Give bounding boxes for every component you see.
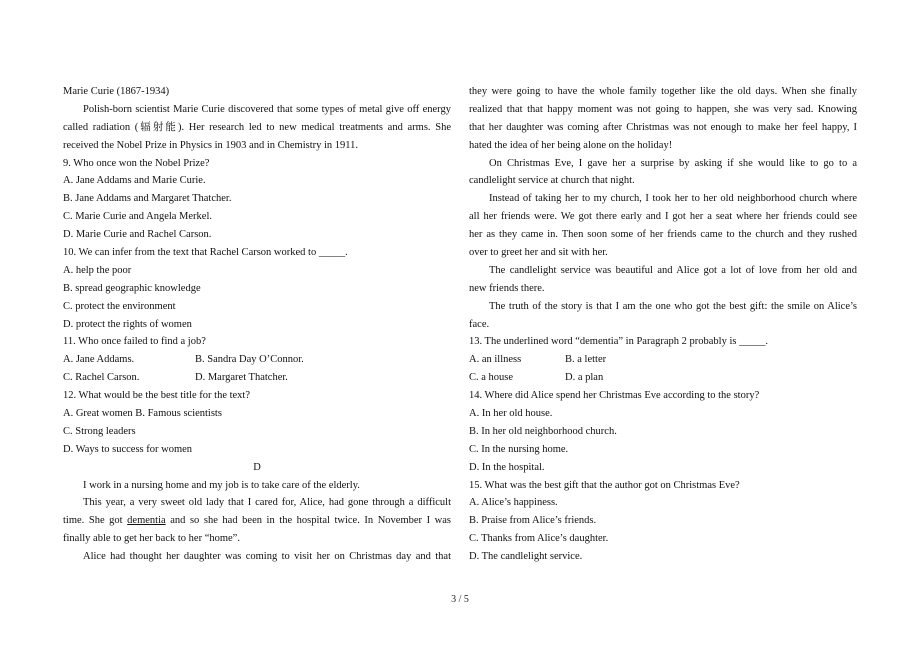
paragraph-5-line: her as they came in. Then soon some of her friends came to the church and they rushed (469, 229, 857, 241)
q11-option-a: A. Jane Addams. (63, 354, 135, 366)
q9-option-b: B. Jane Addams and Margaret Thatcher. (63, 193, 232, 205)
passage-d-paragraph-3-line: Alice had thought her daughter was coming to visit her on Christmas day and that (83, 551, 451, 563)
q9-option-c: C. Marie Curie and Angela Merkel. (63, 211, 212, 223)
question-15: 15. What was the best gift that the author got on Christmas Eve? (469, 479, 740, 491)
q11-options-row (63, 351, 451, 369)
q12-option-d: D. Ways to success for women (63, 443, 193, 455)
paragraph-7-line: face. (469, 318, 490, 330)
question-14: 14. Where did Alice spend her Christmas Eve according to the story? (469, 390, 760, 402)
curie-paragraph-line: received the Nobel Prize in Physics in 1903 and in Chemistry in 1911. (63, 139, 359, 151)
q11-option-c: C. Rachel Carson. (63, 372, 140, 384)
q15-option-c: C. Thanks from Alice’s daughter. (469, 533, 609, 545)
q10-option-b: B. spread geographic knowledge (63, 282, 201, 294)
curie-paragraph-line: Polish-born scientist Marie Curie discovered that some types of metal give off energy (83, 103, 451, 115)
paragraph-5-line: all her friends were. We got there early and I got her a seat where her friends could see (469, 211, 857, 223)
q9-option-a: A. Jane Addams and Marie Curie. (63, 175, 206, 187)
q10-option-a: A. help the poor (63, 264, 132, 276)
paragraph-3-line: that her daughter was coming after Christmas was not enough to make her feel happy, I (469, 121, 857, 133)
passage-d-paragraph-1: I work in a nursing home and my job is to take care of the elderly. (83, 479, 360, 491)
q14-option-a: A. In her old house. (469, 408, 553, 420)
q12-option-a-b: A. Great women B. Famous scientists (63, 408, 222, 420)
right-column (469, 83, 857, 566)
q9-option-d: D. Marie Curie and Rachel Carson. (63, 229, 212, 241)
paragraph-5-line: Instead of taking her to my church, I took her to her old neighborhood church where (489, 193, 857, 205)
q15-option-b: B. Praise from Alice’s friends. (469, 515, 597, 527)
question-11: 11. Who once failed to find a job? (63, 336, 206, 348)
question-9: 9. Who once won the Nobel Prize? (63, 157, 210, 169)
q14-option-c: C. In the nursing home. (469, 443, 569, 455)
q13-option-c: C. a house (469, 372, 514, 384)
paragraph-6-line: new friends there. (469, 282, 545, 294)
section-d-heading: D (253, 461, 261, 473)
curie-heading: Marie Curie (1867-1934) (63, 86, 170, 97)
left-column (63, 83, 451, 566)
q10-option-d: D. protect the rights of women (63, 318, 192, 330)
passage-d-paragraph-2-line (63, 512, 451, 530)
q13-options-row (469, 369, 857, 387)
paragraph-7-line: The truth of the story is that I am the one who got the best gift: the smile on Alice’s (489, 300, 857, 312)
q14-option-b: B. In her old neighborhood church. (469, 425, 617, 437)
passage-d-paragraph-2-line: finally able to get her back to her “home”. (63, 533, 240, 545)
paragraph-6-line: The candlelight service was beautiful and Alice got a lot of love from her old and (489, 264, 857, 276)
q13-options-row (469, 351, 857, 369)
q11-options-row (63, 369, 451, 387)
paragraph-4-line: On Christmas Eve, I gave her a surprise by asking if she would like to go to a (489, 157, 857, 169)
question-13: 13. The underlined word “dementia” in Paragraph 2 probably is _____. (469, 336, 768, 348)
q12-option-c: C. Strong leaders (63, 425, 136, 437)
paragraph-3-line: hated the idea of her being alone on the holiday! (469, 139, 673, 151)
q11-option-b: B. Sandra Day O’Connor. (195, 354, 304, 366)
p2-text-before: time. She got (63, 515, 123, 527)
question-10: 10. We can infer from the text that Rachel Carson worked to _____. (63, 247, 348, 259)
paragraph-3-line: realized that that happy moment was not going to happen, she was very sad. Knowing (469, 103, 857, 115)
question-12: 12. What would be the best title for the text? (63, 390, 251, 402)
paragraph-4-line: candlelight service at church that night. (469, 175, 635, 187)
passage-d-paragraph-2-line: This year, a very sweet old lady that I cared for, Alice, had gone through a difficult (83, 497, 451, 509)
q11-option-d: D. Margaret Thatcher. (195, 372, 288, 384)
q13-option-b: B. a letter (565, 354, 607, 366)
q13-option-a: A. an illness (469, 354, 522, 366)
underlined-word-dementia: dementia (127, 515, 166, 527)
p2-text-after: and so she had been in the hospital twice. In November I was (170, 515, 451, 527)
page-number: 3 / 5 (451, 594, 469, 605)
q15-option-d: D. The candlelight service. (469, 551, 583, 563)
q13-option-d: D. a plan (565, 372, 604, 384)
q10-option-c: C. protect the environment (63, 300, 176, 312)
paragraph-5-line: over to greet her and sit with her. (469, 247, 608, 259)
paragraph-3-line: they were going to have the whole family together like the old days. When she finally (469, 86, 857, 97)
q14-option-d: D. In the hospital. (469, 461, 545, 473)
curie-paragraph-line: called radiation (辐射能). Her research led to new medical treatments and arms. She (63, 121, 451, 133)
q15-option-a: A. Alice’s happiness. (469, 497, 558, 509)
